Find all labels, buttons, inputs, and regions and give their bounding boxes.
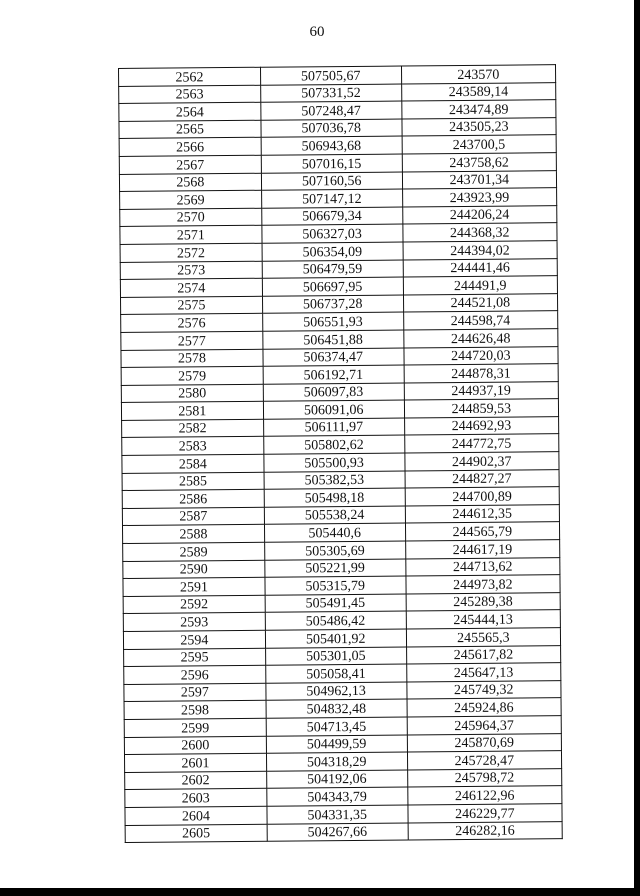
x-coordinate-cell: 505315,79	[265, 576, 406, 595]
y-coordinate-cell: 244598,74	[403, 311, 558, 330]
y-coordinate-cell: 244441,46	[403, 258, 558, 277]
y-coordinate-cell: 244692,93	[404, 417, 559, 436]
x-coordinate-cell: 504832,48	[266, 699, 407, 718]
point-number-cell: 2568	[119, 173, 261, 192]
point-number-cell: 2588	[122, 525, 264, 544]
point-number-cell: 2589	[123, 542, 265, 561]
x-coordinate-cell: 504499,59	[266, 735, 407, 754]
point-number-cell: 2574	[120, 278, 262, 297]
point-number-cell: 2580	[121, 384, 263, 403]
x-coordinate-cell: 506091,06	[263, 400, 404, 419]
x-coordinate-cell: 504318,29	[266, 752, 407, 771]
x-coordinate-cell: 505498,18	[264, 488, 405, 507]
x-coordinate-cell: 505440,6	[264, 523, 405, 542]
point-number-cell: 2591	[123, 577, 265, 596]
point-number-cell: 2590	[123, 560, 265, 579]
x-coordinate-cell: 506192,71	[263, 365, 404, 384]
point-number-cell: 2587	[122, 507, 264, 526]
y-coordinate-cell: 245647,13	[406, 663, 561, 682]
x-coordinate-cell: 505486,42	[265, 611, 406, 630]
y-coordinate-cell: 245728,47	[407, 751, 562, 770]
y-coordinate-cell: 243589,14	[401, 82, 556, 101]
y-coordinate-cell: 244612,35	[405, 505, 560, 524]
y-coordinate-cell: 243923,99	[402, 188, 557, 207]
x-coordinate-cell: 506943,68	[261, 136, 402, 155]
point-number-cell: 2583	[122, 437, 264, 456]
x-coordinate-cell: 507331,52	[260, 84, 401, 103]
x-coordinate-cell: 507505,67	[260, 66, 401, 85]
point-number-cell: 2564	[119, 102, 261, 121]
x-coordinate-cell: 505401,92	[265, 629, 406, 648]
x-coordinate-cell: 507016,15	[261, 154, 402, 173]
y-coordinate-cell: 243700,5	[402, 135, 557, 154]
y-coordinate-cell: 243505,23	[402, 117, 557, 136]
y-coordinate-cell: 245289,38	[406, 592, 561, 611]
x-coordinate-cell: 505301,05	[265, 647, 406, 666]
point-number-cell: 2596	[124, 665, 266, 684]
point-number-cell: 2598	[124, 701, 266, 720]
y-coordinate-cell: 244937,19	[404, 381, 559, 400]
x-coordinate-cell: 506679,34	[262, 207, 403, 226]
point-number-cell: 2565	[119, 120, 261, 139]
point-number-cell: 2594	[123, 630, 265, 649]
x-coordinate-cell: 505382,53	[264, 471, 405, 490]
y-coordinate-cell: 244521,08	[403, 293, 558, 312]
y-coordinate-cell: 244700,89	[405, 487, 560, 506]
y-coordinate-cell: 244626,48	[403, 329, 558, 348]
x-coordinate-cell: 504713,45	[266, 717, 407, 736]
x-coordinate-cell: 506479,59	[262, 260, 403, 279]
point-number-cell: 2579	[121, 366, 263, 385]
y-coordinate-cell: 243758,62	[402, 153, 557, 172]
y-coordinate-cell: 244206,24	[402, 205, 557, 224]
x-coordinate-cell: 506451,88	[263, 330, 404, 349]
y-coordinate-cell: 245870,69	[407, 733, 562, 752]
point-number-cell: 2571	[120, 226, 262, 245]
x-coordinate-cell: 505538,24	[264, 506, 405, 525]
point-number-cell: 2578	[121, 349, 263, 368]
coordinates-table	[118, 64, 563, 843]
y-coordinate-cell: 244720,03	[404, 346, 559, 365]
x-coordinate-cell: 504331,35	[267, 805, 408, 824]
point-number-cell: 2562	[119, 67, 261, 86]
x-coordinate-cell: 507160,56	[261, 172, 402, 191]
y-coordinate-cell: 246282,16	[408, 821, 563, 840]
point-number-cell: 2585	[122, 472, 264, 491]
y-coordinate-cell: 245798,72	[407, 768, 562, 787]
table-body	[119, 65, 563, 843]
point-number-cell: 2603	[125, 789, 267, 808]
x-coordinate-cell: 505058,41	[266, 664, 407, 683]
x-coordinate-cell: 507248,47	[261, 101, 402, 120]
point-number-cell: 2581	[121, 402, 263, 421]
point-number-cell: 2567	[119, 155, 261, 174]
y-coordinate-cell: 244859,53	[404, 399, 559, 418]
x-coordinate-cell: 507147,12	[261, 189, 402, 208]
y-coordinate-cell: 244617,19	[405, 540, 560, 559]
y-coordinate-cell: 244973,82	[406, 575, 561, 594]
point-number-cell: 2566	[119, 138, 261, 157]
y-coordinate-cell: 244827,27	[405, 469, 560, 488]
y-coordinate-cell: 243570	[401, 65, 556, 84]
x-coordinate-cell: 506327,03	[262, 224, 403, 243]
y-coordinate-cell: 245617,82	[406, 645, 561, 664]
y-coordinate-cell: 245964,37	[407, 716, 562, 735]
point-number-cell: 2597	[124, 683, 266, 702]
x-coordinate-cell: 505802,62	[264, 435, 405, 454]
y-coordinate-cell: 244394,02	[403, 241, 558, 260]
x-coordinate-cell: 505500,93	[264, 453, 405, 472]
point-number-cell: 2582	[122, 419, 264, 438]
x-coordinate-cell: 506737,28	[262, 295, 403, 314]
x-coordinate-cell: 506697,95	[262, 277, 403, 296]
point-number-cell: 2604	[125, 806, 267, 825]
point-number-cell: 2575	[121, 296, 263, 315]
x-coordinate-cell: 504192,06	[266, 770, 407, 789]
x-coordinate-cell: 507036,78	[261, 119, 402, 138]
x-coordinate-cell: 505491,45	[265, 594, 406, 613]
x-coordinate-cell: 504962,13	[266, 682, 407, 701]
point-number-cell: 2577	[121, 331, 263, 350]
point-number-cell: 2573	[120, 261, 262, 280]
point-number-cell: 2576	[121, 314, 263, 333]
x-coordinate-cell: 505221,99	[265, 559, 406, 578]
point-number-cell: 2569	[120, 190, 262, 209]
point-number-cell: 2563	[119, 85, 261, 104]
x-coordinate-cell: 506111,97	[263, 418, 404, 437]
y-coordinate-cell: 243701,34	[402, 170, 557, 189]
point-number-cell: 2605	[125, 824, 267, 843]
x-coordinate-cell: 506551,93	[262, 312, 403, 331]
y-coordinate-cell: 244878,31	[404, 364, 559, 383]
y-coordinate-cell: 244565,79	[405, 522, 560, 541]
point-number-cell: 2593	[123, 613, 265, 632]
page-number: 60	[309, 24, 325, 40]
point-number-cell: 2600	[124, 736, 266, 755]
x-coordinate-cell: 505305,69	[264, 541, 405, 560]
y-coordinate-cell: 244772,75	[404, 434, 559, 453]
point-number-cell: 2572	[120, 243, 262, 262]
y-coordinate-cell: 244368,32	[402, 223, 557, 242]
y-coordinate-cell: 245565,3	[406, 628, 561, 647]
x-coordinate-cell: 504343,79	[267, 787, 408, 806]
y-coordinate-cell: 244902,37	[404, 452, 559, 471]
point-number-cell: 2592	[123, 595, 265, 614]
point-number-cell: 2602	[125, 771, 267, 790]
y-coordinate-cell: 245924,86	[407, 698, 562, 717]
x-coordinate-cell: 506354,09	[262, 242, 403, 261]
x-coordinate-cell: 506374,47	[263, 348, 404, 367]
point-number-cell: 2570	[120, 208, 262, 227]
y-coordinate-cell: 244491,9	[403, 276, 558, 295]
y-coordinate-cell: 244713,62	[405, 557, 560, 576]
point-number-cell: 2586	[122, 489, 264, 508]
y-coordinate-cell: 243474,89	[401, 100, 556, 119]
y-coordinate-cell: 246122,96	[407, 786, 562, 805]
x-coordinate-cell: 504267,66	[267, 823, 408, 842]
point-number-cell: 2584	[122, 454, 264, 473]
point-number-cell: 2595	[124, 648, 266, 667]
point-number-cell: 2601	[124, 753, 266, 772]
point-number-cell: 2599	[124, 718, 266, 737]
y-coordinate-cell: 245749,32	[406, 680, 561, 699]
y-coordinate-cell: 246229,77	[408, 804, 563, 823]
table-row	[125, 821, 562, 842]
y-coordinate-cell: 245444,13	[406, 610, 561, 629]
x-coordinate-cell: 506097,83	[263, 383, 404, 402]
